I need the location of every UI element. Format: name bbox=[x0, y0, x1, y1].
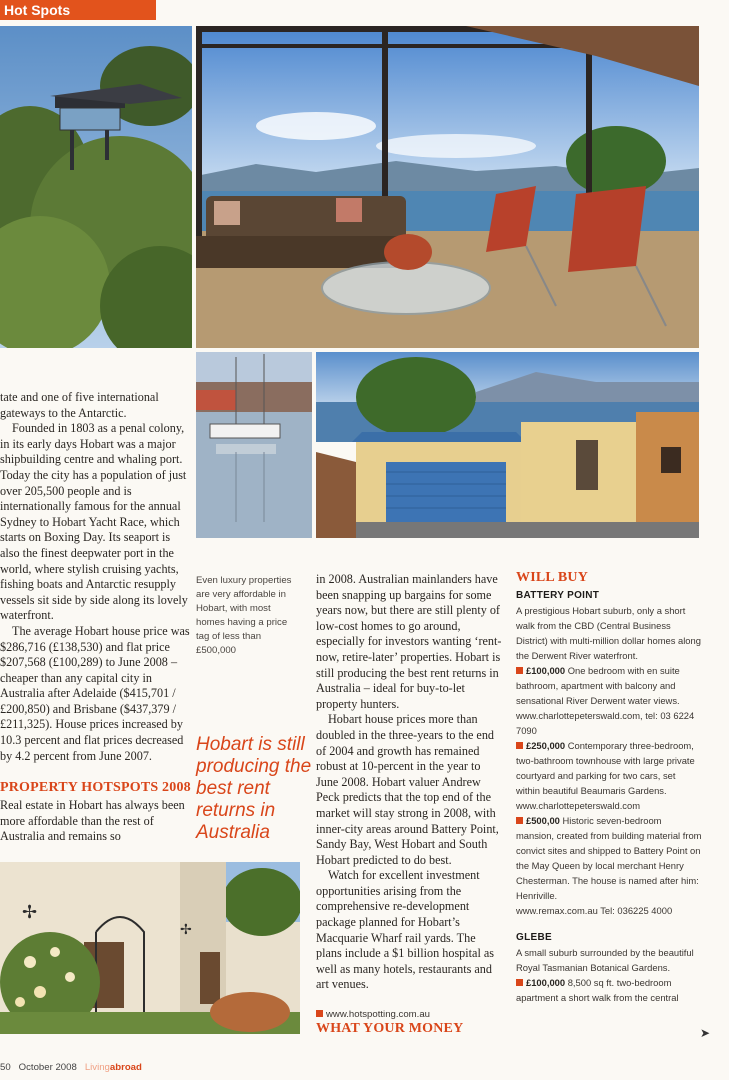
article-paragraph: Real estate in Hobart has always been more affordable than the rest of Australia and remains so bbox=[0, 798, 185, 844]
photo-cottage-roses bbox=[0, 862, 300, 1034]
article-paragraph: The average Hobart house price was $286,716 (£138,530) and flat price $207,568 (£100,289) to June 2008 – cheaper than any capital city in Australia after Adelaide ($415,701 / £200,850) and Brisbane ($437,379 / £211,325). House prices increased by 10.3 percent and flat prices decreased by 4.2 percent from June 2007. bbox=[0, 623, 190, 763]
listing-contact[interactable]: www.remax.com.au Tel: 036225 4000 bbox=[516, 905, 673, 916]
listing-text: Contemporary three-bedroom, two-bathroom townhouse with large private courtyard and parking for two cars, set within beautiful Beaumaris Gardens. bbox=[516, 740, 695, 796]
listing-price: £250,000 bbox=[526, 740, 566, 751]
listing-price: £500,00 bbox=[526, 815, 560, 826]
left-article bbox=[0, 390, 192, 764]
article-paragraph: in 2008. Australian mainlanders have been snapping up bargains for some years now, but there are still plenty of low-cost homes to go around, especially for investors wanting ‘rent-now, retire-later’ properties. Hobart is still producing the best rent returns in Australia – ideal for buy-to-let property hunters. bbox=[316, 572, 502, 711]
article-paragraph: Watch for excellent investment opportunities arising from the comprehensive re-development package planned for Hobart’s Macquarie Wharf rail yards. The plans include a $1 billion hospital as well as many hotels, restaurants and art venues. bbox=[316, 868, 495, 992]
listing-item bbox=[516, 975, 702, 1005]
issue-date: October 2008 bbox=[18, 1062, 77, 1073]
will-buy-column bbox=[516, 588, 702, 1005]
photo-hillside-house bbox=[0, 26, 192, 348]
property-hotspots-heading: PROPERTY HOTSPOTS 2008 bbox=[0, 780, 191, 795]
what-your-money-heading: WHAT YOUR MONEY bbox=[316, 1021, 464, 1036]
page-number: 50 bbox=[0, 1062, 11, 1073]
battery-point-title: BATTERY POINT bbox=[516, 590, 600, 601]
left-article-continued bbox=[0, 798, 188, 845]
hotspotting-link[interactable] bbox=[316, 1009, 502, 1020]
battery-point-intro: A prestigious Hobart suburb, only a short walk from the CBD (Central Business District) with multi-million dollar homes along the Derwent River waterfront. bbox=[516, 605, 701, 661]
listing-price: £100,000 bbox=[526, 665, 566, 676]
listing-text: 8,500 sq ft. two-bedroom apartment a short walk from the central bbox=[516, 977, 679, 1003]
svg-text:✢: ✢ bbox=[180, 922, 192, 938]
listing-text: One bedroom with en suite bathroom, apartment with balcony and sensational River Derwent water views. bbox=[516, 665, 680, 706]
listing-text: Historic seven-bedroom mansion, created from building material from convict sites and shipped to Battery Point on the May Queen by local merchant Henry Chesterman. The house is named after him: Henriville. bbox=[516, 815, 702, 901]
photo-modern-house bbox=[316, 352, 699, 538]
bullet-icon bbox=[516, 979, 523, 986]
brand-abroad: abroad bbox=[109, 1062, 142, 1073]
brand-living: Living bbox=[84, 1062, 110, 1073]
bullet-icon bbox=[516, 667, 523, 674]
middle-article bbox=[316, 572, 502, 993]
listing-item bbox=[516, 813, 702, 903]
listing-item bbox=[516, 738, 702, 798]
svg-text:✢: ✢ bbox=[22, 902, 38, 923]
article-paragraph: Hobart house prices more than doubled in the three-years to the end of 2004 and growth has remained robust at 10-percent in the year to June 2008. Hobart valuer Andrew Peck predicts that the top end of the market will stay strong in 2008, with inner-city areas around Battery Point, Sandy Bay, West Hobart and South Hobart predicted to do best. bbox=[316, 712, 499, 867]
photo-living-room bbox=[196, 26, 699, 348]
link-text[interactable]: www.hotspotting.com.au bbox=[326, 1009, 430, 1020]
bullet-icon bbox=[516, 742, 523, 749]
listing-contact[interactable]: www.charlottepeterswald.com bbox=[516, 800, 641, 811]
section-tag: Hot Spots bbox=[0, 0, 156, 20]
page-footer bbox=[0, 1062, 142, 1073]
glebe-title: GLEBE bbox=[516, 932, 552, 943]
continue-arrow-icon: ➤ bbox=[700, 1026, 711, 1040]
listing-item bbox=[516, 663, 702, 708]
listing-contact[interactable]: www.charlottepeterswald.com, tel: 03 6224 7090 bbox=[516, 710, 695, 736]
bullet-icon bbox=[516, 817, 523, 824]
pull-quote: Hobart is still producing the best rent returns in Australia bbox=[196, 734, 312, 843]
will-buy-heading: WILL BUY bbox=[516, 570, 589, 585]
listing-price: £100,000 bbox=[526, 977, 566, 988]
glebe-intro: A small suburb surrounded by the beautiful Royal Tasmanian Botanical Gardens. bbox=[516, 947, 694, 973]
photo-caption: Even luxury properties are very affordable in Hobart, with most homes having a price tag of less than £500,000 bbox=[196, 575, 292, 656]
article-paragraph: tate and one of five international gateways to the Antarctic. bbox=[0, 390, 159, 420]
photo-harbour-boats bbox=[196, 352, 312, 538]
bullet-icon bbox=[316, 1010, 323, 1017]
article-paragraph: Founded in 1803 as a penal colony, in its early days Hobart was a major shipbuilding centre and whaling port. Today the city has a population of just over 205,500 people and is internationally famous for the annual Sydney to Hobart Yacht Race, which starts on Boxing Day. Its seaport is also the finest deepwater port in the world, where stylish cruising yachts, fishing boats and Antarctic resupply vessels sit side by side along its lovely waterfront. bbox=[0, 421, 188, 623]
